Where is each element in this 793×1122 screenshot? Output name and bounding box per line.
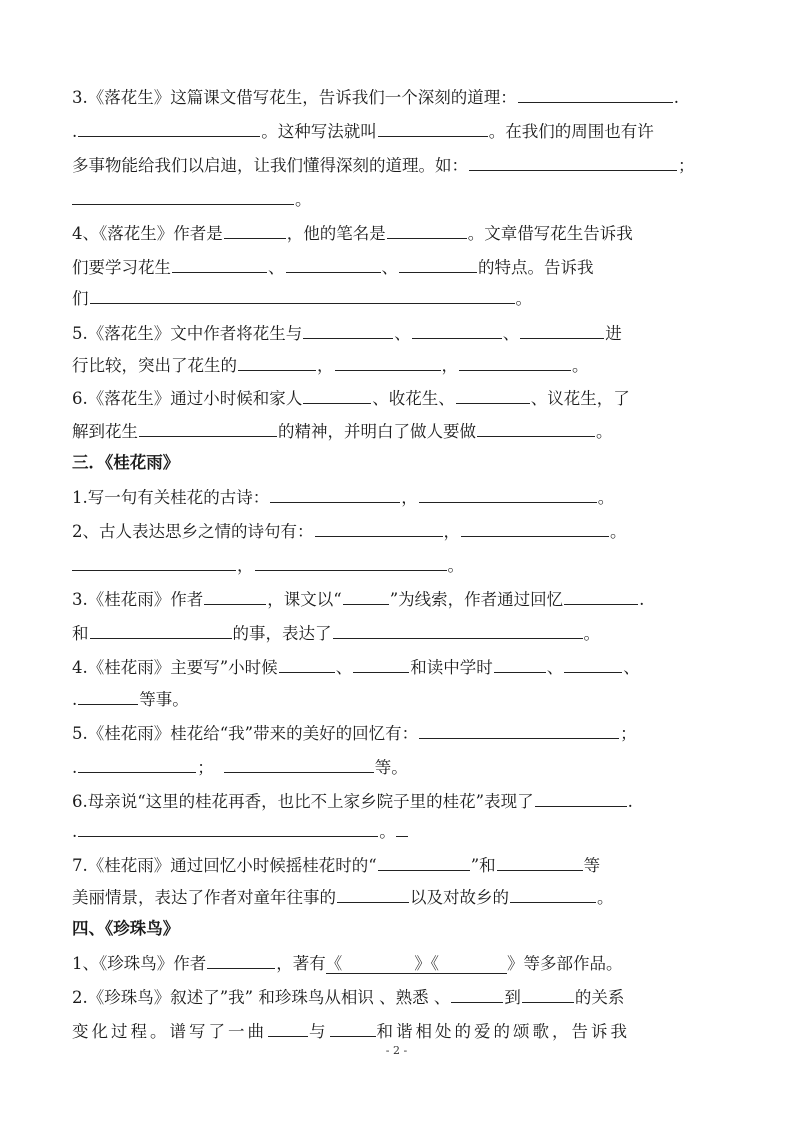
question-text: 1.写一句有关桂花的古诗： xyxy=(72,488,270,507)
guihuayu-question-5-line-2 xyxy=(72,754,722,780)
question-text: 。文章借写花生告诉我 xyxy=(467,224,633,243)
answer-blank[interactable] xyxy=(139,418,277,437)
question-4-line-2 xyxy=(72,254,722,280)
question-3-line-1 xyxy=(72,84,722,110)
answer-blank[interactable] xyxy=(419,720,619,739)
question-text: 等 xyxy=(583,856,601,875)
answer-blank[interactable] xyxy=(78,754,196,773)
question-text: 的特点。告诉我 xyxy=(478,258,594,277)
question-text: 多事物能给我们以启迪，让我们懂得深刻的道理。如： xyxy=(72,156,468,175)
answer-blank[interactable] xyxy=(419,484,597,503)
answer-blank[interactable] xyxy=(520,320,604,339)
answer-blank[interactable] xyxy=(72,552,236,571)
answer-blank[interactable] xyxy=(497,852,583,871)
answer-blank[interactable] xyxy=(255,552,447,571)
question-text: 解到花生 xyxy=(72,422,138,441)
punctuation: . xyxy=(627,792,633,811)
question-3-line-3 xyxy=(72,152,722,178)
answer-blank[interactable] xyxy=(224,220,286,239)
punctuation: ； xyxy=(678,156,695,175)
question-6-line-2 xyxy=(72,418,722,444)
punctuation: 、 xyxy=(502,324,520,343)
punctuation: 。 xyxy=(597,888,614,907)
question-text: 6.母亲说“这里的桂花再香，也比不上家乡院子里的桂花”表现了 xyxy=(72,792,534,811)
question-text: 2.《珍珠鸟》叙述了”我” 和珍珠鸟从相识 、熟悉 、 xyxy=(72,988,451,1007)
answer-blank[interactable] xyxy=(412,320,502,339)
answer-blank[interactable] xyxy=(535,788,627,807)
punctuation: 。 xyxy=(596,422,613,441)
guihuayu-question-3-line-2 xyxy=(72,620,722,646)
punctuation: ， xyxy=(441,356,458,375)
answer-blank[interactable] xyxy=(469,152,677,171)
question-text: 以及对故乡的 xyxy=(410,888,509,907)
question-text: 。这种写法就叫 xyxy=(261,122,377,141)
question-4-line-1 xyxy=(72,220,722,246)
question-text: 们要学习花生 xyxy=(72,258,171,277)
punctuation: 、 xyxy=(381,258,398,277)
question-text: 和读中学时 xyxy=(410,658,493,677)
question-text: 1、《珍珠鸟》作者 xyxy=(72,954,207,973)
punctuation: 、 xyxy=(546,658,564,677)
question-text: 6.《落花生》通过小时候和家人 xyxy=(72,389,303,408)
question-text: 的精神，并明白了做人要做 xyxy=(278,422,476,441)
answer-blank[interactable] xyxy=(353,654,409,673)
question-text: ”和 xyxy=(470,856,496,875)
punctuation: 。 xyxy=(295,190,312,209)
answer-blank[interactable] xyxy=(564,586,638,605)
question-text: 5.《落花生》文中作者将花生与 xyxy=(72,324,303,343)
question-5-line-1 xyxy=(72,320,722,346)
answer-blank[interactable] xyxy=(204,586,266,605)
punctuation: 《 xyxy=(325,954,343,973)
punctuation: . xyxy=(72,122,78,141)
question-text: 进 xyxy=(605,324,622,343)
answer-blank[interactable] xyxy=(268,1018,308,1037)
punctuation: . xyxy=(673,88,679,107)
answer-blank[interactable] xyxy=(335,352,441,371)
question-text: 5.《桂花雨》桂花给“我”带来的美好的回忆有： xyxy=(72,724,419,743)
question-text: 行比较，突出了花生的 xyxy=(72,356,237,375)
question-text: 7.《桂花雨》通过回忆小时候摇桂花时的“ xyxy=(72,856,377,875)
punctuation: 、 xyxy=(268,258,285,277)
answer-blank[interactable] xyxy=(303,320,393,339)
answer-blank[interactable] xyxy=(564,654,622,673)
zhenzhuniao-question-1 xyxy=(72,950,722,976)
question-6-line-1 xyxy=(72,385,722,411)
answer-blank[interactable] xyxy=(286,254,381,273)
guihuayu-question-4-line-2 xyxy=(72,686,722,712)
question-text: 4、《落花生》作者是 xyxy=(72,224,223,243)
answer-blank[interactable] xyxy=(315,518,443,537)
answer-blank[interactable] xyxy=(510,884,596,903)
question-text: ，课文以“ xyxy=(267,590,342,609)
question-text: 等事。 xyxy=(139,690,189,709)
question-text: 3.《桂花雨》作者 xyxy=(72,590,204,609)
question-text: 、收花生、 xyxy=(372,389,455,408)
page-number: - 2 - xyxy=(385,1044,408,1057)
punctuation: 、 xyxy=(623,658,640,677)
question-text: 与 xyxy=(309,1022,329,1041)
question-text: 的关系 xyxy=(574,988,625,1007)
question-text: 变化过程。谱写了一曲 xyxy=(72,1022,267,1041)
punctuation: . xyxy=(72,822,78,841)
answer-blank[interactable] xyxy=(451,984,503,1003)
zhenzhuniao-question-2-line-1 xyxy=(72,984,722,1010)
answer-blank[interactable] xyxy=(224,754,374,773)
guihuayu-question-6-line-1 xyxy=(72,788,722,814)
punctuation: 。 xyxy=(515,289,532,308)
punctuation: . xyxy=(72,758,78,777)
question-text: 3.《落花生》这篇课文借写花生，告诉我们一个深刻的道理： xyxy=(72,88,517,107)
punctuation: 、 xyxy=(335,658,353,677)
punctuation: ， xyxy=(317,356,334,375)
section-heading-guihuayu: 三．《桂花雨》 xyxy=(72,453,180,472)
punctuation: 。 xyxy=(572,356,589,375)
question-text: 到 xyxy=(504,988,521,1007)
answer-blank[interactable] xyxy=(90,620,232,639)
punctuation: 》《 xyxy=(414,954,439,973)
answer-blank[interactable] xyxy=(90,285,515,304)
question-text: 等。 xyxy=(374,758,408,777)
punctuation: 。 xyxy=(447,556,464,575)
answer-blank[interactable] xyxy=(270,484,400,503)
question-text: 》等多部作品。 xyxy=(507,954,623,973)
answer-blank[interactable] xyxy=(330,1018,376,1037)
answer-blank[interactable] xyxy=(387,220,467,239)
question-text: 、议花生，了 xyxy=(530,389,630,408)
answer-blank[interactable] xyxy=(78,818,378,837)
answer-blank[interactable] xyxy=(337,884,409,903)
answer-blank[interactable] xyxy=(477,418,595,437)
question-text: 2、古人表达思乡之情的诗句有： xyxy=(72,522,314,541)
guihuayu-question-7-line-2 xyxy=(72,884,722,910)
answer-blank[interactable] xyxy=(461,518,609,537)
answer-blank[interactable] xyxy=(279,654,335,673)
answer-blank[interactable] xyxy=(343,586,389,605)
guihuayu-question-4-line-1 xyxy=(72,654,722,680)
punctuation: 、 xyxy=(394,324,411,343)
question-text: 。在我们的周围也有许 xyxy=(488,122,654,141)
question-text: 们 xyxy=(72,289,89,308)
answer-blank[interactable] xyxy=(333,620,583,639)
question-text: ”为线索，作者通过回忆 xyxy=(389,590,564,609)
guihuayu-question-2-line-2 xyxy=(72,552,722,578)
question-text: 4.《桂花雨》主要写”小时候 xyxy=(72,658,278,677)
punctuation: . xyxy=(639,590,645,609)
guihuayu-question-1 xyxy=(72,484,722,510)
answer-blank[interactable] xyxy=(78,686,138,705)
answer-blank[interactable] xyxy=(459,352,571,371)
question-text: ，著有 xyxy=(276,954,326,973)
answer-blank[interactable] xyxy=(72,186,294,205)
question-5-line-2 xyxy=(72,352,722,378)
punctuation: 。 xyxy=(610,522,627,541)
question-3-line-2 xyxy=(72,118,722,144)
answer-blank[interactable] xyxy=(78,118,260,137)
answer-blank[interactable] xyxy=(238,352,316,371)
guihuayu-question-2-line-1 xyxy=(72,518,722,544)
punctuation: 。 xyxy=(583,624,600,643)
guihuayu-question-6-line-2 xyxy=(72,818,722,844)
punctuation: ， xyxy=(237,556,254,575)
guihuayu-question-5-line-1 xyxy=(72,720,722,746)
zhenzhuniao-question-2-line-2 xyxy=(72,1018,722,1044)
punctuation: ， xyxy=(401,488,418,507)
answer-blank[interactable] xyxy=(378,118,488,137)
question-text: 和 xyxy=(72,624,89,643)
punctuation: ； xyxy=(620,724,637,743)
answer-blank[interactable] xyxy=(378,852,470,871)
question-text: 美丽情景，表达了作者对童年往事的 xyxy=(72,888,336,907)
question-4-line-3 xyxy=(72,285,722,311)
question-3-line-4 xyxy=(72,186,722,212)
answer-blank[interactable] xyxy=(522,984,574,1003)
answer-blank-tail xyxy=(396,818,408,837)
punctuation: 。 xyxy=(379,822,396,841)
question-text: 和谐相处的爱的颂歌，告诉我 xyxy=(376,1022,630,1041)
question-text: 的事，表达了 xyxy=(232,624,332,643)
answer-blank[interactable] xyxy=(494,654,546,673)
punctuation: ； xyxy=(197,758,214,777)
answer-blank[interactable] xyxy=(172,254,267,273)
punctuation: ， xyxy=(443,522,460,541)
section-heading-zhenzhuniao: 四、《珍珠鸟》 xyxy=(72,919,180,938)
guihuayu-question-3-line-1 xyxy=(72,586,722,612)
punctuation: 。 xyxy=(597,488,615,507)
question-text: ，他的笔名是 xyxy=(286,224,386,243)
answer-blank[interactable] xyxy=(456,385,530,404)
answer-blank[interactable] xyxy=(399,254,477,273)
answer-blank[interactable] xyxy=(518,84,673,103)
punctuation: . xyxy=(72,690,78,709)
book-title-blanks[interactable] xyxy=(326,954,507,974)
guihuayu-question-7-line-1 xyxy=(72,852,722,878)
answer-blank[interactable] xyxy=(207,950,275,969)
answer-blank[interactable] xyxy=(303,385,371,404)
